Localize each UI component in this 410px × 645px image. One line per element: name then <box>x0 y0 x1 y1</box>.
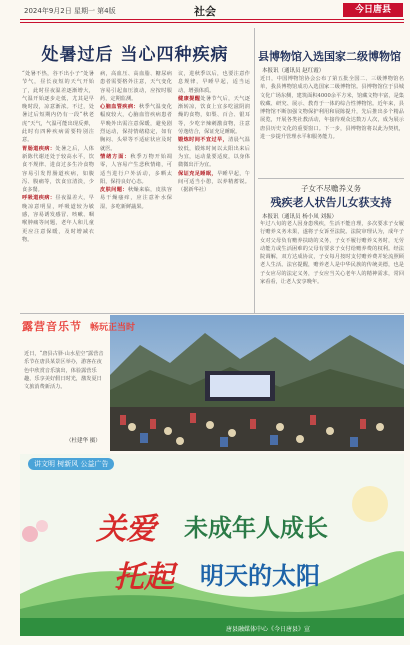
article-subheading: 保证充足睡眠， <box>178 170 217 177</box>
public-service-ad <box>20 454 404 636</box>
article-paragraph: 处暑节气后，天气逐渐转凉，饮食上宜多吃滋阴润燥的食物，如梨、百合、银耳等，少吃辛辣刺激食物，注意劳逸结合，保证充足睡眠。 <box>178 95 250 136</box>
header-rule <box>20 19 404 20</box>
psa-footer: 唐县融媒体中心《今日唐县》宣 <box>226 626 311 633</box>
main-headline: 处暑过后 当心四种疾病 <box>41 45 229 65</box>
header-rule-2 <box>20 22 404 23</box>
article-subheading: 皮肤问题： <box>100 187 128 194</box>
article-subheading: 健康提醒 <box>178 95 201 102</box>
article-subheading: 锻炼时间不宜过早， <box>178 137 229 144</box>
article-column-3 <box>178 70 250 310</box>
support-article-subtitle: 子女不尽赡养义务 <box>301 184 361 193</box>
article-paragraph: 秋燥来临，皮肤容易干燥瘙痒，应注意补水保湿，多吃新鲜蔬果。 <box>100 187 172 210</box>
article-paragraph: “处暑不热，谷不出小子”处暑节气，昼长夜短的天气开始了，此时昼夜温差逐渐增大，气温开始逐步走低，尤其是早晚时段，凉意渐浓。不过，处暑过后短期内仍有一段“秋老虎”天气，气温可能出现反弹，此时有四种疾病需要特别注意。 <box>22 71 94 144</box>
photo-title-2: 畅玩正当时 <box>90 323 136 333</box>
article-column-2 <box>100 70 172 310</box>
article-subheading: 心脑血管疾病： <box>100 104 139 111</box>
article-paragraph: 议，进秋季以后，也要注意作息规律，早睡早起，适当运动，增强体质。 <box>178 71 250 94</box>
column-divider <box>254 28 255 314</box>
psa-slogan-1: 未成年人成长 <box>184 514 328 542</box>
museum-article-title: 县博物馆入选国家二级博物馆 <box>258 50 401 63</box>
article-paragraph: 早睡早起，午间可适当小憩，以养精蓄锐。（据新华社） <box>178 170 250 194</box>
section-title: 社会 <box>194 5 216 18</box>
museum-article-body: 近日，中国博物馆协会公布了第五批全国二、三级博物馆名单，我县博物馆成功入选国家二级博物馆。县博物馆位于县城文化广场东侧，建筑面积4000余平方米，馆藏文物丰富，是集收藏、研究、展示、教育于一体的综合性博物馆。近年来，县博物馆不断加强文物保护利用和展陈提升，先后推出多个精品展览，开展各类社教活动，年接待观众达数万人次，成为展示唐县历史文化的重要窗口。下一步，县博物馆将以此为契机，进一步提升管理水平和服务能力。 <box>260 76 404 141</box>
photo-credit: （杜建华 摄） <box>66 438 101 444</box>
article-subheading: 情绪方面： <box>100 153 131 160</box>
article-subheading: 呼吸道疾病： <box>22 195 56 202</box>
support-article-body: 年过八旬的老人因身患残疾，生活不能自理，多次要求子女履行赡养义务未果，遂将子女诉至法院。法院审理认为，成年子女对父母负有赡养扶助的义务，子女不履行赡养义务时，无劳动能力或生活困难的父母有要求子女付给赡养费的权利。经法院调解，双方达成协议，子女每月按时支付赡养费并轮流照顾老人生活。法官提醒，赡养老人是中华民族的传统美德，也是子女应尽的法定义务，子女应当关心老年人的精神需求，常回家看看，让老人安享晚年。 <box>260 221 404 286</box>
photo-title: 露营音乐节 <box>22 320 82 333</box>
article-paragraph: 秋季万物开始凋零，人容易产生悲秋情绪，可适当进行户外活动，多晒太阳，保持良好心态。 <box>100 153 172 185</box>
support-article-title: 残疾老人状告儿女获支持 <box>270 196 392 209</box>
photo-caption: 近日，“唐县古驿·山水星空”露营音乐节在唐县某景区举办，游客在夜色中欣赏音乐演出，体验露营乐趣，乐享美好假日时光，激发夏日文旅消费新活力。 <box>24 351 104 391</box>
section-divider <box>258 178 404 179</box>
concert-photo <box>110 315 404 451</box>
article-paragraph: 清晨气温较低，锻炼时间以太阳出来后为宜，运动量要适度，以身体微微出汗为宜。 <box>178 137 250 169</box>
article-column-1 <box>22 70 94 310</box>
article-paragraph: 昼夜温差大，早晚凉意明显，呼吸道较为敏感，容易诱发感冒、咳嗽、咽喉肿痛等问题，老年人和儿童更应注意保暖，及时增减衣物。 <box>22 195 94 243</box>
psa-label: 讲文明 树新风 公益广告 <box>28 458 114 470</box>
article-paragraph: 秋季气温变化幅度较大，心脑血管疾病患者早晚外出需注意保暖，避免剧烈运动，保持情绪稳定，如有胸闷、头晕等不适症状应及时就医。 <box>100 104 172 152</box>
masthead-logo: 今日唐县 <box>343 3 403 17</box>
article-paragraph: 病，高血压、高血脂、糖尿病患者需要格外注意，天气变化容易引起血压波动，应按时服药，定期监测。 <box>100 71 172 102</box>
museum-article-byline: 本报讯（通讯员 赵红霞） <box>262 68 325 74</box>
psa-slogan-2: 明天的太阳 <box>200 562 320 590</box>
photo-section-rule <box>20 313 404 314</box>
issue-date: 2024年9月2日 星期一 第4版 <box>24 7 116 15</box>
article-paragraph: 处暑之后，人体新陈代谢还处于较高水平，饮食不规律、进食过多生冷食物容易引发胃肠道疾病，如腹泻、腹痛等，饮食宜清淡，少食多餐。 <box>22 145 94 194</box>
article-subheading: 胃肠道疾病： <box>22 145 56 152</box>
psa-slogan-1-accent: 关爱 <box>96 512 156 547</box>
psa-slogan-2-accent: 托起 <box>114 560 174 595</box>
support-article-byline: 本报讯（通讯员 杨小凤 刘振） <box>262 214 337 220</box>
